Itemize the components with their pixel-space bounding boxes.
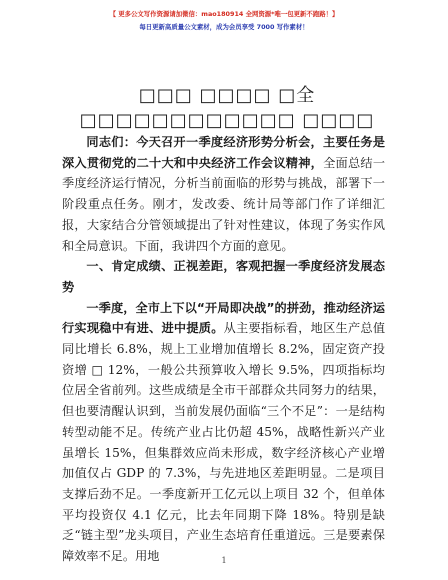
promo-banner-line-2: 每日更新高质量公文素材，成为会员享受 7000 写作素材！: [139, 23, 309, 31]
promo-banner-line-1: 【 更多公文写作资源请加微信：mao180914 全网资源*唯一包更新不跑路！】: [109, 10, 339, 18]
document-body: [62, 132, 385, 567]
page-number: 1: [221, 556, 227, 565]
section-heading-1: 一、肯定成绩、正视差距，客观把握一季度经济发展态势: [62, 259, 385, 294]
paragraph-section-heading: [62, 256, 385, 297]
opening-lead: 同志们：今天召开一季度经济形势分析会，主要任务是深入贯彻党的二十大和中央经济工作会议精神，: [62, 135, 385, 170]
opening-rest: 全面总结一季度经济运行情况，分析当前面临的形势与挑战，部署下一阶段重点任务。刚才，发改委、统计局等部门作了详细汇报，大家结合分管领域提出了针对性建议，体现了务实作风和全局意识。下面，我讲四个方面的意见。: [62, 155, 386, 253]
paragraph-q1-review: [62, 298, 385, 567]
document-title: □□□ □□□□ □全□□□□□□□□□□□□ □□□□: [79, 85, 375, 131]
q1-review-text: 从主要指标看，地区生产总值同比增长 6.8%，规上工业增加值增长 8.2%，固定资产投资增 □ 12%，一般公共预算收入增长 9.5%，四项指标均位居全省前列。这些成绩是全市干部群众共同努力的结果，但也要清醒认识到，当前发展仍面临“三个不足”：一是结构转型动能不足。传统产业占比仍超 45%，战略性新兴产业虽增长 15%，但集群效应尚未形成，数字经济核心产业增加值仅占 GDP 的 7.3%，与先进地区差距明显。二是项目支撑后劲不足。一季度新开工亿元以上项目 32 个，但单体平均投资仅 4.1 亿元，比去年同期下降 18%。特别是缺乏“链主型”龙头项目，产业生态培育任重道远。三是要素保障效率不足。用地: [62, 321, 386, 564]
paragraph-opening: [62, 132, 385, 256]
q1-review-lead: 一季度，全市上下以“开局即决战”的拼劲，推动经济运行实现稳中有进、进中提质。: [62, 300, 385, 336]
